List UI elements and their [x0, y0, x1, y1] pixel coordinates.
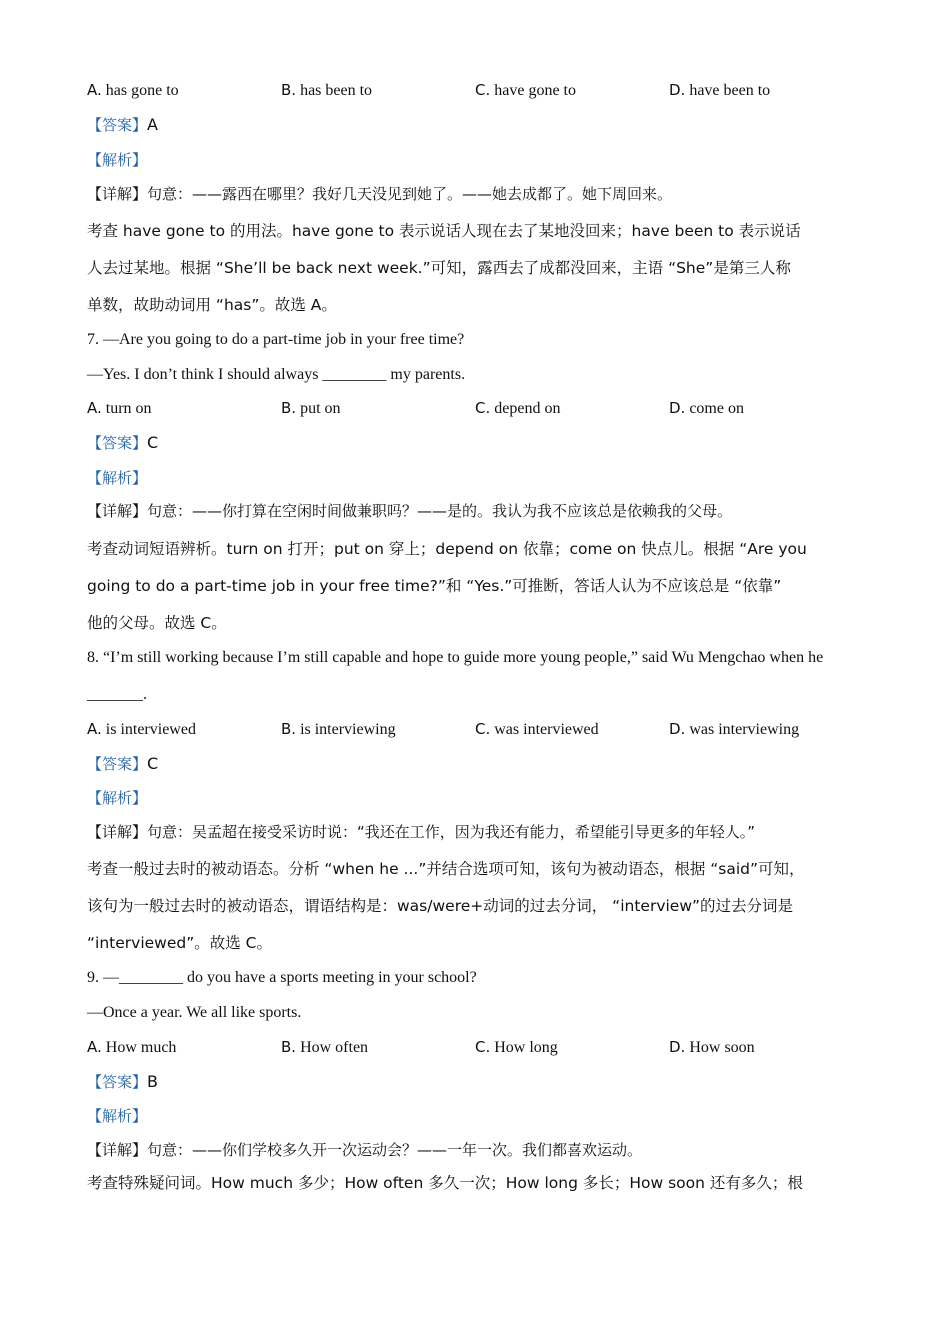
q7-answer: 【答案】C [87, 433, 159, 452]
q9-explain-line-1: 考查特殊疑问词。How much 多少；How often 多久一次；How long 多长；How soon 还有多久；根 [87, 1174, 803, 1192]
q7-analysis-label: 【解析】 [87, 469, 148, 487]
q9-option-d: D. How soon [669, 1038, 755, 1056]
q6-option-a: A. has gone to [87, 81, 179, 99]
q9-stem-line-1: 9. —________ do you have a sports meeting in your school? [87, 969, 477, 986]
q9-option-a: A. How much [87, 1038, 177, 1056]
q6-explain-line-3: 单数，故助动词用 “has”。故选 A。 [87, 296, 337, 314]
q8-option-d: D. was interviewing [669, 720, 800, 738]
q7-option-b: B. put on [281, 399, 341, 417]
q8-option-a: A. is interviewed [87, 720, 196, 738]
q6-option-b: B. has been to [281, 81, 373, 99]
q6-option-d: D. have been to [669, 81, 771, 99]
q8-answer: 【答案】C [87, 754, 159, 773]
q7-stem-line-1: 7. —Are you going to do a part-time job in your free time? [87, 331, 465, 348]
q9-option-b: B. How often [281, 1038, 369, 1056]
q6-detail: 【详解】句意：——露西在哪里？我好几天没见到她了。——她去成都了。她下周回来。 [87, 185, 673, 203]
q9-answer: 【答案】B [87, 1072, 158, 1091]
q8-analysis-label: 【解析】 [87, 789, 148, 807]
q8-detail: 【详解】句意：吴孟超在接受采访时说：“我还在工作，因为我还有能力，希望能引导更多的年轻人。” [87, 823, 756, 841]
q8-option-b: B. is interviewing [281, 720, 396, 738]
q9-detail: 【详解】句意：——你们学校多久开一次运动会？——一年一次。我们都喜欢运动。 [87, 1141, 643, 1159]
q7-option-c: C. depend on [475, 399, 561, 417]
q6-explain-line-2: 人去过某地。根据 “She’ll be back next week.”可知，露西去了成都没回来，主语 “She”是第三人称 [87, 259, 791, 277]
q6-explain-line-1: 考查 have gone to 的用法。have gone to 表示说话人现在去了某地没回来；have been to 表示说话 [87, 222, 801, 240]
q8-stem-line-2: _______. [87, 686, 147, 703]
q9-analysis-label: 【解析】 [87, 1107, 148, 1125]
q7-detail: 【详解】句意：——你打算在空闲时间做兼职吗？——是的。我认为我不应该总是依赖我的父母。 [87, 502, 733, 520]
q8-explain-line-2: 该句为一般过去时的被动语态，谓语结构是：was/were+动词的过去分词， “interview”的过去分词是 [87, 897, 794, 915]
q6-analysis-label: 【解析】 [87, 151, 148, 169]
q8-option-c: C. was interviewed [475, 720, 599, 738]
q7-explain-line-3: 他的父母。故选 C。 [87, 614, 227, 632]
q7-option-d: D. come on [669, 399, 744, 417]
q7-option-a: A. turn on [87, 399, 152, 417]
q8-stem-line-1: 8. “I’m still working because I’m still capable and hope to guide more young people,” said Wu Mengchao when he [87, 649, 824, 666]
q9-option-c: C. How long [475, 1038, 558, 1056]
q8-explain-line-3: “interviewed”。故选 C。 [87, 934, 272, 952]
q8-explain-line-1: 考查一般过去时的被动语态。分析 “when he ...”并结合选项可知，该句为被动语态，根据 “said”可知， [87, 860, 805, 878]
q7-explain-line-2: going to do a part-time job in your free time?”和 “Yes.”可推断，答话人认为不应该总是 “依靠” [87, 577, 782, 595]
q6-option-c: C. have gone to [475, 81, 576, 99]
q7-stem-line-2: —Yes. I don’t think I should always ________ my parents. [87, 366, 466, 383]
q7-explain-line-1: 考查动词短语辨析。turn on 打开；put on 穿上；depend on 依靠；come on 快点儿。根据 “Are you [87, 540, 807, 558]
q6-answer: 【答案】A [87, 115, 158, 134]
q9-stem-line-2: —Once a year. We all like sports. [87, 1004, 302, 1021]
